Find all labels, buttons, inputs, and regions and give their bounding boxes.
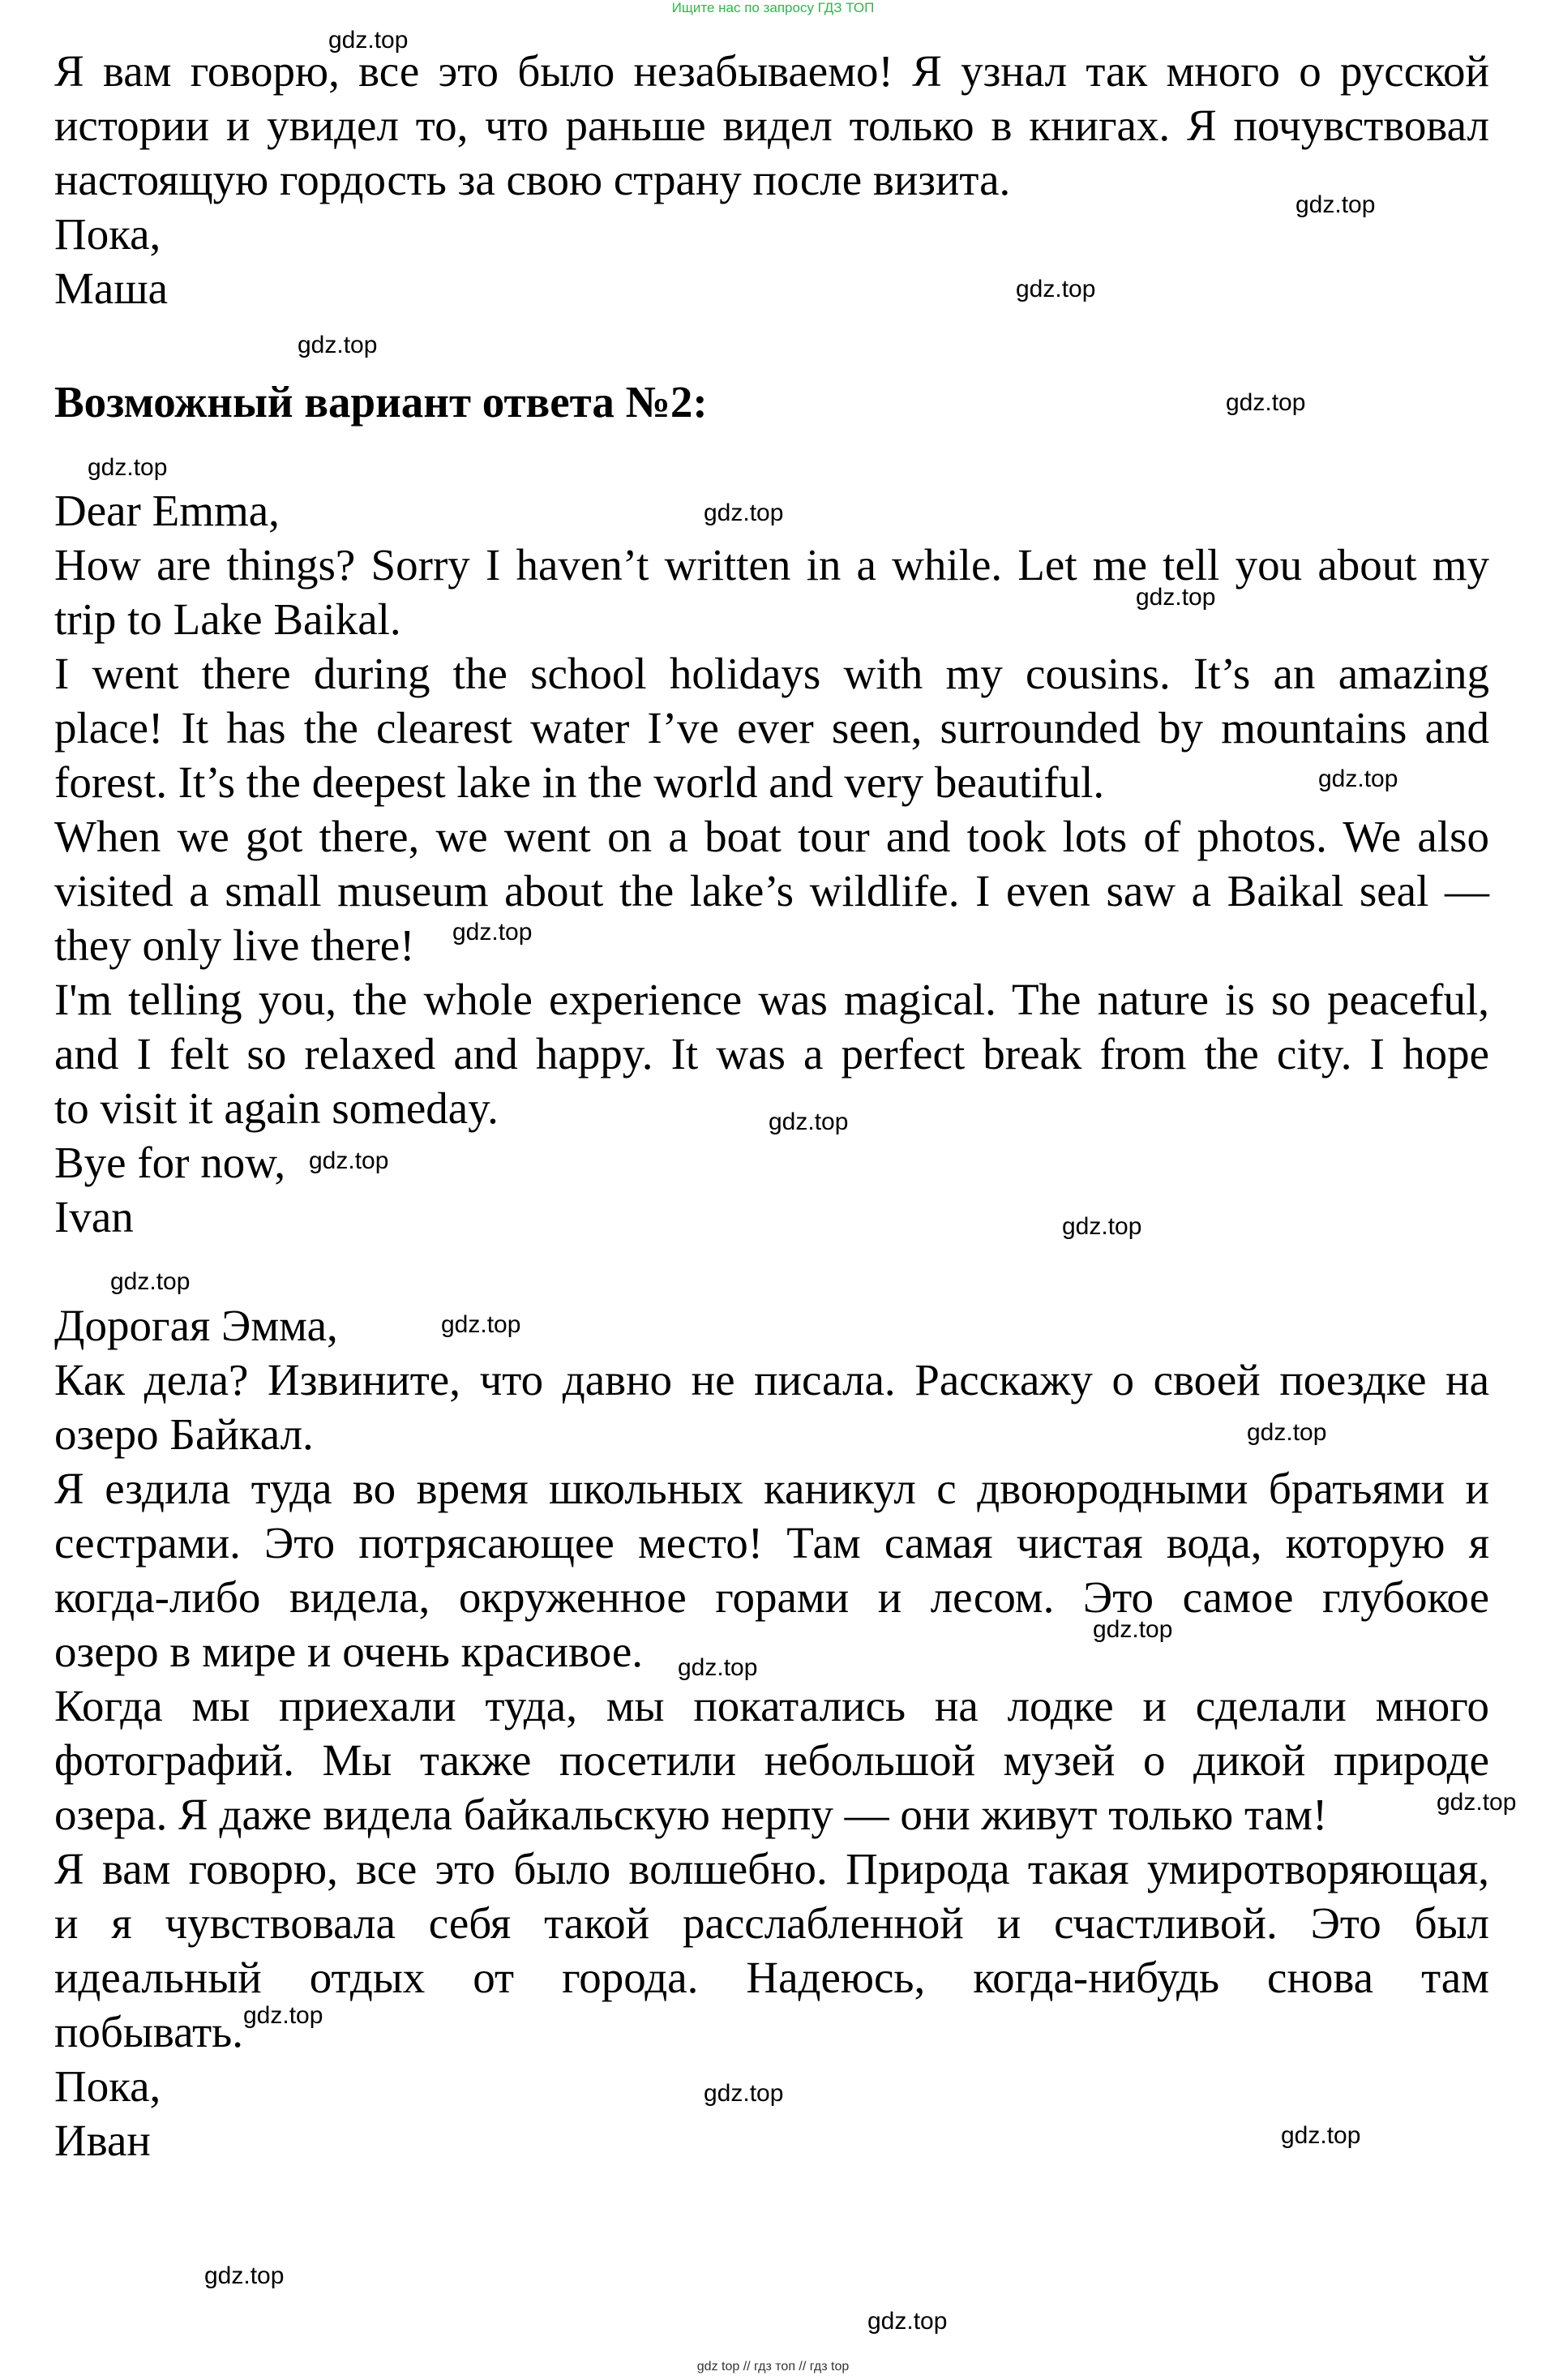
letter-greeting: Дорогая Эмма,: [54, 1301, 338, 1350]
watermark: gdz.top: [704, 500, 784, 526]
spacer: [54, 429, 1489, 483]
watermark: gdz.top: [704, 2080, 784, 2107]
watermark: gdz.top: [1062, 1213, 1142, 1240]
document-body: [54, 44, 1489, 2168]
watermark: gdz.top: [298, 332, 378, 358]
watermark: gdz.top: [441, 1311, 521, 1338]
paragraph-line: I'm telling you, the whole experience was magical. The nature is so peaceful,: [54, 975, 1489, 1024]
watermark: gdz.top: [1136, 584, 1216, 611]
paragraph-line: forest. It’s the deepest lake in the world and very beautiful.: [54, 757, 1105, 807]
letter-sign-off: Пока,: [54, 209, 161, 259]
paragraph-line: trip to Lake Baikal.: [54, 594, 401, 644]
paragraph-line: побывать.: [54, 2007, 243, 2056]
letter-signature: Ivan: [54, 1192, 134, 1241]
watermark: gdz.top: [204, 2262, 285, 2289]
paragraph-line: озера. Я даже видела байкальскую нерпу — они живут только там!: [54, 1790, 1328, 1839]
paragraph-line: How are things? Sorry I haven’t written in a while. Let me tell you about my: [54, 540, 1489, 590]
watermark: gdz.top: [88, 454, 168, 481]
watermark: gdz.top: [110, 1268, 191, 1295]
watermark: gdz.top: [867, 2308, 948, 2335]
top-banner: Ищите нас по запросу ГДЗ ТОП: [671, 0, 875, 15]
watermark: gdz.top: [1093, 1616, 1173, 1643]
paragraph-line: истории и увидел то, что раньше видел только в книгах. Я почувствовал: [54, 101, 1489, 150]
spacer: [54, 1244, 1489, 1298]
paragraph-line: озеро в мире и очень красивое.: [54, 1627, 644, 1676]
watermark: gdz.top: [678, 1654, 758, 1681]
watermark: gdz.top: [1281, 2122, 1361, 2149]
paragraph-line: visited a small museum about the lake’s wildlife. I even saw a Baikal seal —: [54, 866, 1489, 916]
paragraph-line: place! It has the clearest water I’ve ever seen, surrounded by mountains and: [54, 703, 1489, 753]
watermark: gdz.top: [243, 2002, 323, 2029]
letter-signature: Иван: [54, 2116, 151, 2165]
paragraph-line: фотографий. Мы также посетили небольшой музей о дикой природе: [54, 1735, 1489, 1785]
watermark: gdz.top: [1318, 765, 1398, 792]
paragraph-line: когда-либо видела, окруженное горами и лесом. Это самое глубокое: [54, 1572, 1489, 1622]
watermark: gdz.top: [328, 27, 409, 54]
paragraph-line: to visit it again someday.: [54, 1083, 499, 1133]
paragraph-line: When we got there, we went on a boat tour and took lots of photos. We also: [54, 812, 1489, 861]
watermark: gdz.top: [1247, 1419, 1327, 1446]
paragraph-line: I went there during the school holidays with my cousins. It’s an amazing: [54, 649, 1489, 698]
paragraph-line: Я вам говорю, все это было волшебно. Природа такая умиротворяющая,: [54, 1844, 1489, 1893]
watermark: gdz.top: [769, 1109, 849, 1135]
paragraph-line: and I felt so relaxed and happy. It was a perfect break from the city. I hope: [54, 1029, 1489, 1079]
watermark: gdz.top: [452, 919, 533, 946]
paragraph-line: идеальный отдых от города. Надеюсь, когда-нибудь снова там: [54, 1953, 1489, 2002]
letter-sign-off: Пока,: [54, 2061, 161, 2111]
spacer: [54, 315, 1489, 375]
paragraph-line: и я чувствовала себя такой расслабленной и счастливой. Это был: [54, 1898, 1489, 1948]
watermark: gdz.top: [1226, 389, 1306, 416]
paragraph-line: настоящую гордость за свою страну после визита.: [54, 155, 1011, 204]
watermark: gdz.top: [1295, 191, 1376, 218]
section-heading: Возможный вариант ответа №2:: [54, 377, 708, 427]
watermark: gdz.top: [1016, 276, 1096, 302]
letter-greeting: Dear Emma,: [54, 486, 280, 535]
paragraph-line: Когда мы приехали туда, мы покатались на лодке и сделали много: [54, 1681, 1489, 1730]
paragraph-line: Я ездила туда во время школьных каникул с двоюродными братьями и: [54, 1464, 1489, 1513]
paragraph-line: сестрами. Это потрясающее место! Там самая чистая вода, которую я: [54, 1518, 1489, 1567]
footer-links: gdz top // гдз топ // гдз top: [696, 2360, 850, 2374]
watermark: gdz.top: [1437, 1789, 1517, 1816]
letter-signature: Маша: [54, 264, 169, 313]
paragraph-line: озеро Байкал.: [54, 1409, 314, 1459]
paragraph-line: they only live there!: [54, 920, 415, 970]
paragraph-line: Как дела? Извините, что давно не писала. Расскажу о своей поездке на: [54, 1355, 1489, 1404]
letter-sign-off: Bye for now,: [54, 1138, 286, 1187]
paragraph-line: Я вам говорю, все это было незабываемо! Я узнал так много о русской: [54, 46, 1489, 96]
watermark: gdz.top: [309, 1147, 389, 1174]
